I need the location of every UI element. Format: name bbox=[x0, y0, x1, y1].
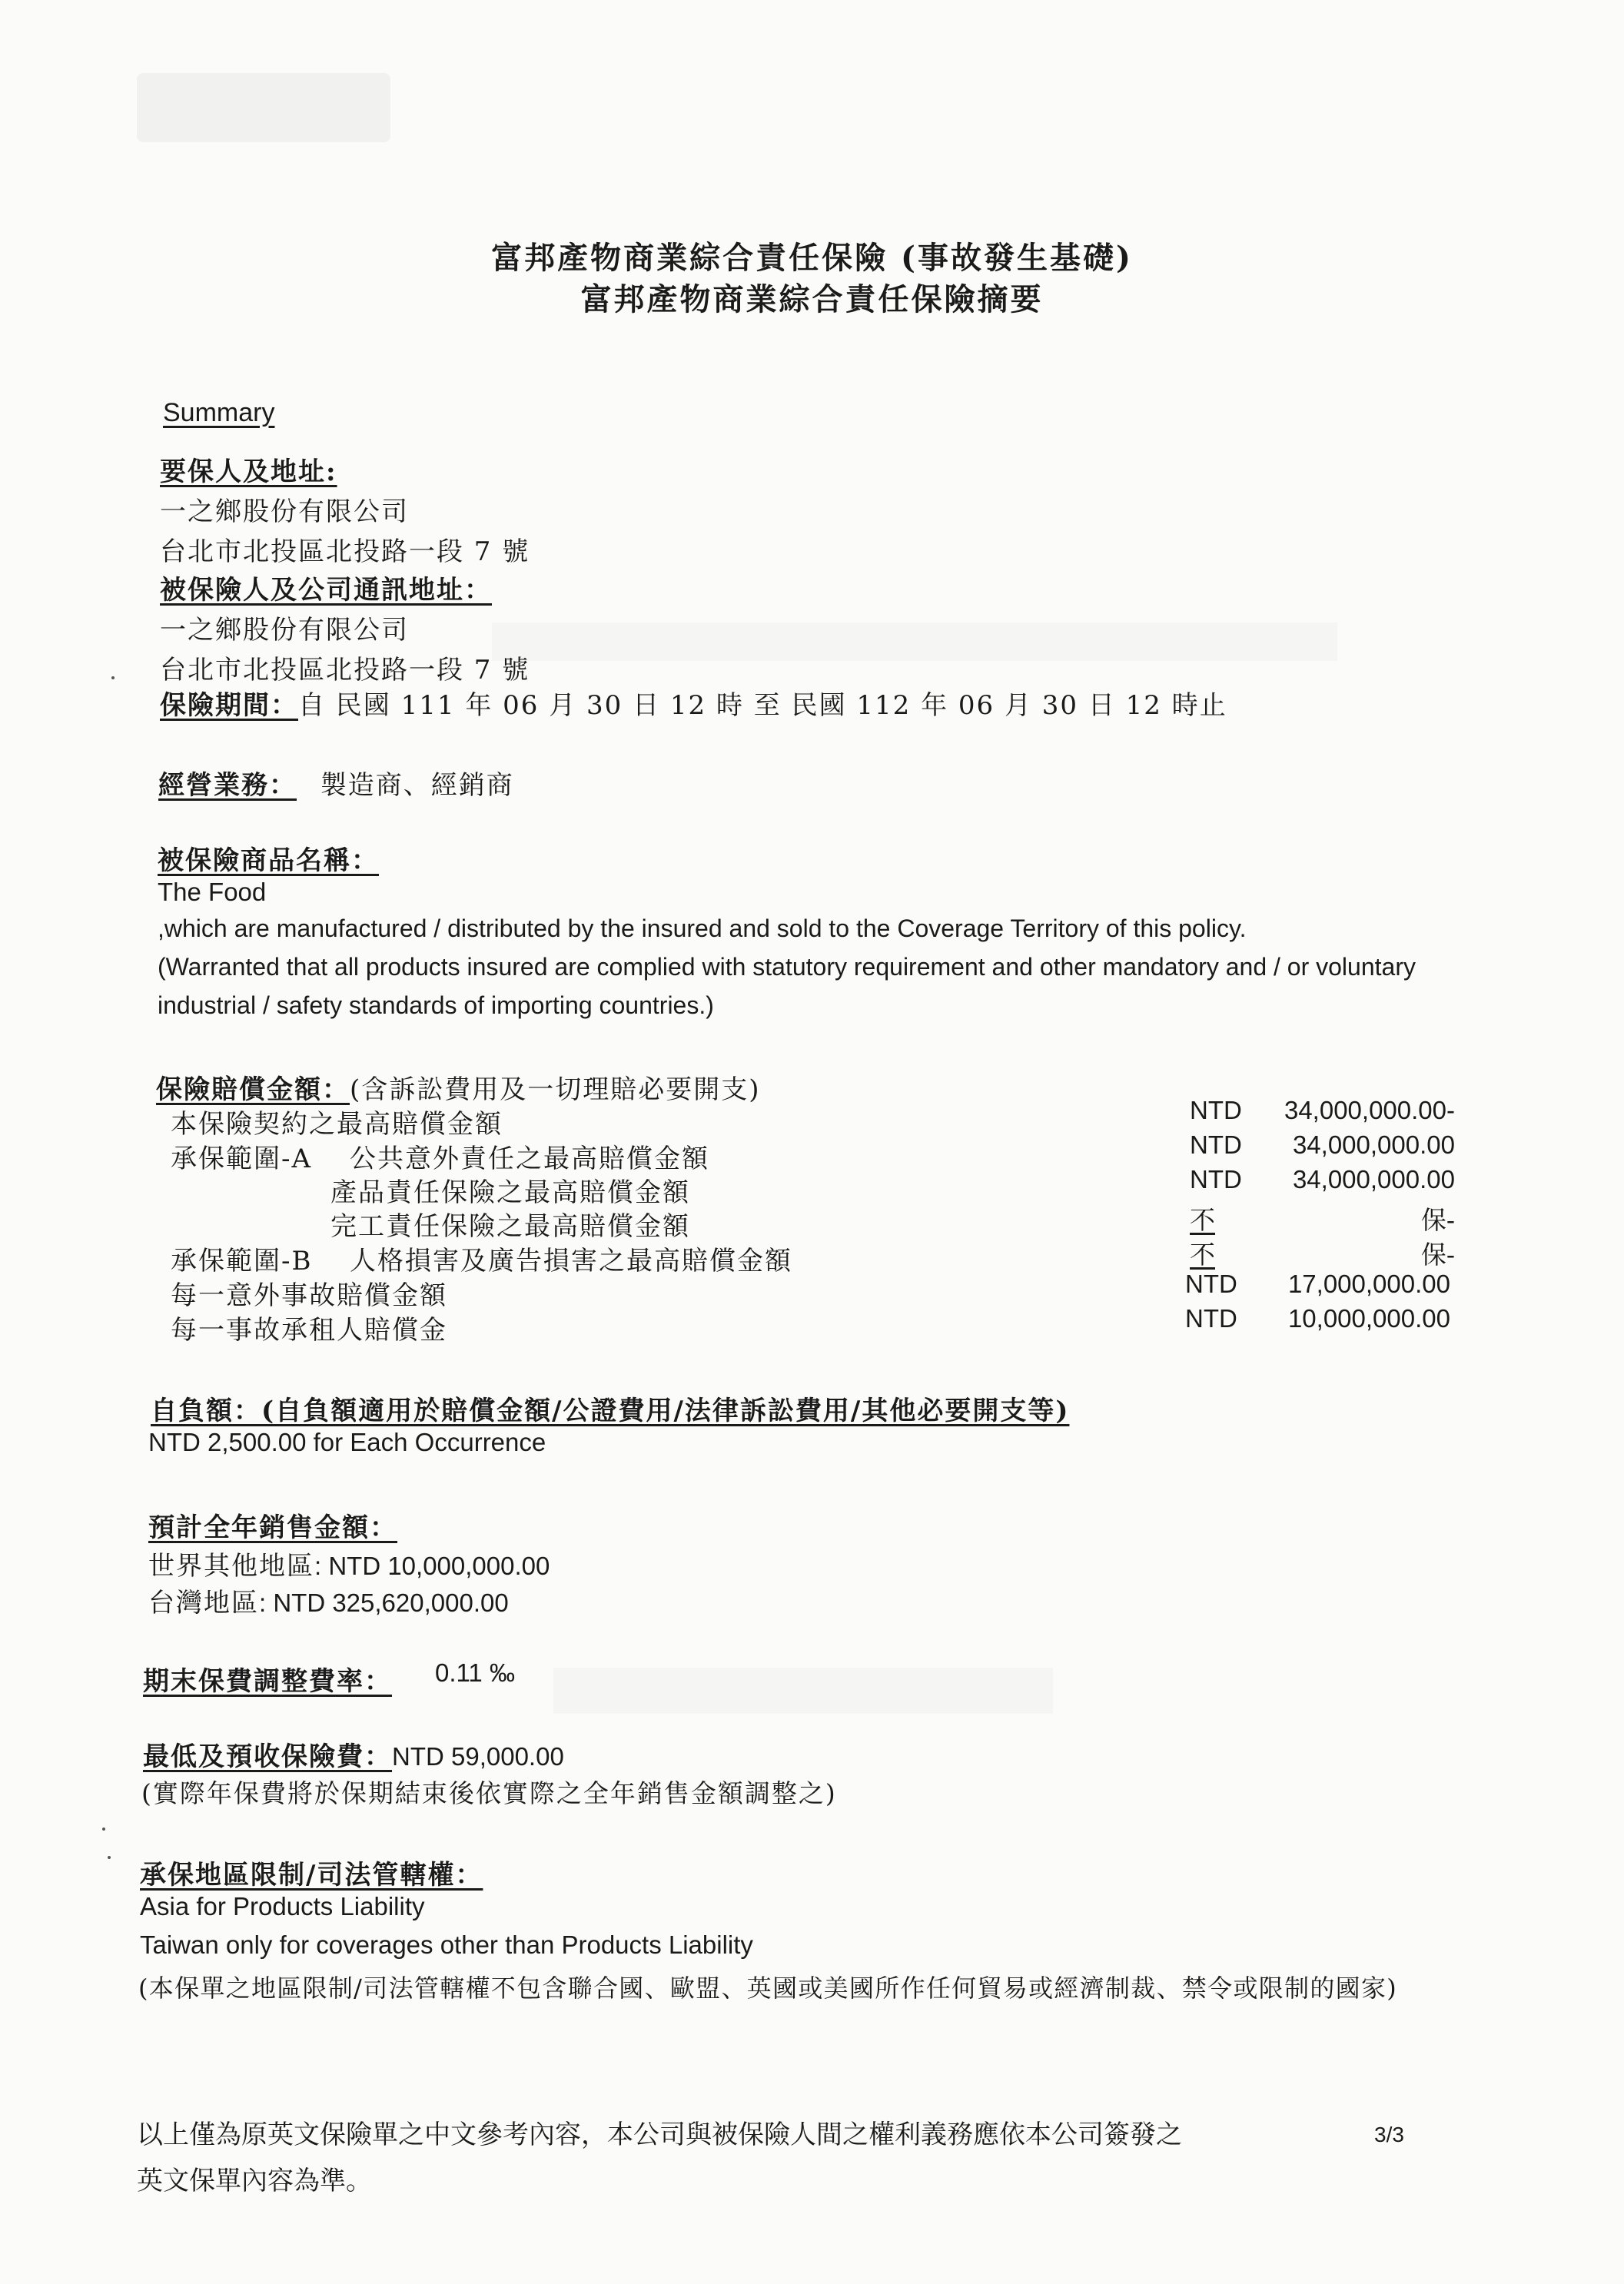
limit-amount bbox=[1185, 1304, 1450, 1333]
limit-row-label: 每一事故承租人賠償金 bbox=[171, 1315, 447, 1346]
scan-speck bbox=[102, 1828, 105, 1831]
page-number: 3/3 bbox=[1374, 2123, 1404, 2146]
amount-currency: NTD bbox=[1185, 1270, 1237, 1298]
amount-currency: NTD bbox=[1190, 1165, 1242, 1193]
product-desc-1: ,which are manufactured / distributed by the insured and sold to the Coverage Territory of this policy. bbox=[158, 915, 1247, 942]
territory-label: 承保地區限制/司法管轄權： bbox=[140, 1860, 483, 1891]
limit-row-label: 本保險契約之最高賠償金額 bbox=[171, 1109, 503, 1140]
business-row bbox=[158, 764, 514, 802]
rate-label: 期末保費調整費率： bbox=[143, 1666, 392, 1697]
coverage-a-prefix: 承保範圍-A bbox=[171, 1144, 313, 1174]
amount-value: 34,000,000.00 bbox=[1292, 1165, 1455, 1193]
business-value: 製造商、經銷商 bbox=[320, 770, 514, 801]
limit-row-label: 人格損害及廣告損害之最高賠償金額 bbox=[350, 1246, 792, 1276]
amount-currency: NTD bbox=[1185, 1304, 1237, 1333]
limit-amount bbox=[1185, 1270, 1450, 1299]
deductible-note: (自負額適用於賠償金額/公證費用/法律訴訟費用/其他必要開支等) bbox=[261, 1396, 1070, 1426]
products-label: 被保險商品名稱： bbox=[158, 845, 379, 876]
deductible-value: NTD 2,500.00 for Each Occurrence bbox=[148, 1428, 546, 1456]
footer-disclaimer-2: 英文保單內容為準。 bbox=[137, 2166, 372, 2196]
limits-label: 保險賠償金額： bbox=[156, 1074, 350, 1105]
amount-currency: NTD bbox=[1190, 1130, 1242, 1159]
sales-taiwan-label: 台灣地區 bbox=[148, 1588, 259, 1618]
applicant-name: 一之鄉股份有限公司 bbox=[160, 496, 409, 527]
insured-address: 台北市北投區北投路一段 7 號 bbox=[160, 655, 530, 686]
deductible-heading bbox=[151, 1389, 1069, 1427]
limits-note: (含訴訟費用及一切理賠必要開支) bbox=[350, 1074, 761, 1105]
not-covered-right: 保- bbox=[1420, 1240, 1455, 1270]
insured-label: 被保險人及公司通訊地址： bbox=[160, 575, 492, 606]
insured-name: 一之鄉股份有限公司 bbox=[160, 615, 409, 646]
footer-disclaimer-1: 以上僅為原英文保險單之中文參考內容，本公司與被保險人間之權利義務應依本公司簽發之 bbox=[137, 2120, 1182, 2150]
sales-world-value: : NTD 10,000,000.00 bbox=[314, 1552, 550, 1580]
premium-label: 最低及預收保險費： bbox=[143, 1741, 392, 1772]
bleed-through-logo bbox=[137, 73, 390, 142]
limit-amount bbox=[1190, 1165, 1455, 1194]
not-covered-entry bbox=[1190, 1235, 1455, 1271]
document-title: 富邦產物商業綜合責任保險 (事故發生基礎) bbox=[491, 240, 1133, 276]
amount-value: 34,000,000.00 bbox=[1292, 1130, 1455, 1159]
limit-row-label: 公共意外責任之最高賠償金額 bbox=[350, 1144, 709, 1174]
coverage-b-prefix: 承保範圍-B bbox=[171, 1246, 313, 1276]
policy-period bbox=[160, 684, 1227, 722]
bleed-through-block bbox=[492, 622, 1337, 661]
limits-heading bbox=[156, 1068, 761, 1106]
product-desc-3: industrial / safety standards of importing countries.) bbox=[158, 991, 714, 1019]
not-covered-entry bbox=[1190, 1200, 1455, 1237]
applicant-label: 要保人及地址: bbox=[160, 456, 337, 487]
territory-note: (本保單之地區限制/司法管轄權不包含聯合國、歐盟、英國或美國所作任何貿易或經濟制裁、禁令或限制的國家) bbox=[138, 1974, 1398, 2003]
deductible-label: 自負額： bbox=[151, 1396, 261, 1426]
business-label: 經營業務： bbox=[158, 770, 297, 801]
limit-amount bbox=[1190, 1130, 1455, 1160]
period-value: 自 民國 111 年 06 月 30 日 12 時 至 民國 112 年 06 月 30 日 12 時止 bbox=[298, 690, 1227, 721]
premium-row bbox=[143, 1735, 564, 1773]
rate-value: 0.11 ‰ bbox=[435, 1658, 515, 1687]
limit-row-label: 完工責任保險之最高賠償金額 bbox=[330, 1211, 690, 1242]
product-desc-2: (Warranted that all products insured are complied with statutory requirement and other mandatory and / or voluntary bbox=[158, 953, 1416, 981]
premium-value: NTD 59,000.00 bbox=[392, 1742, 564, 1771]
product-name: The Food bbox=[158, 878, 267, 906]
amount-value: 17,000,000.00 bbox=[1287, 1270, 1450, 1298]
sales-taiwan-value: : NTD 325,620,000.00 bbox=[259, 1589, 509, 1617]
not-covered-left: 不 bbox=[1190, 1240, 1215, 1270]
sales-world bbox=[148, 1545, 550, 1582]
limit-row-label: 產品責任保險之最高賠償金額 bbox=[330, 1177, 690, 1208]
limit-row-label: 每一意外事故賠償金額 bbox=[171, 1280, 447, 1311]
limit-amount bbox=[1190, 1096, 1455, 1125]
amount-currency: NTD bbox=[1190, 1096, 1242, 1124]
document-subtitle: 富邦產物商業綜合責任保險摘要 bbox=[580, 281, 1044, 317]
territory-line-1: Asia for Products Liability bbox=[140, 1892, 425, 1920]
sales-world-label: 世界其他地區 bbox=[148, 1551, 314, 1582]
period-label: 保險期間： bbox=[160, 690, 298, 721]
territory-line-2: Taiwan only for coverages other than Products Liability bbox=[140, 1930, 753, 1959]
not-covered-left: 不 bbox=[1190, 1205, 1215, 1235]
sales-label: 預計全年銷售金額： bbox=[148, 1512, 397, 1543]
amount-value: 34,000,000.00- bbox=[1284, 1096, 1455, 1124]
amount-value: 10,000,000.00 bbox=[1287, 1304, 1450, 1333]
summary-heading: Summary bbox=[163, 398, 275, 427]
premium-note: (實際年保費將於保期結束後依實際之全年銷售金額調整之) bbox=[141, 1778, 837, 1808]
scan-speck bbox=[111, 676, 115, 679]
not-covered-right: 保- bbox=[1420, 1205, 1455, 1235]
bleed-through-block bbox=[553, 1668, 1053, 1714]
sales-taiwan bbox=[148, 1582, 509, 1619]
applicant-address: 台北市北投區北投路一段 7 號 bbox=[160, 536, 530, 567]
scan-speck bbox=[108, 1856, 111, 1859]
